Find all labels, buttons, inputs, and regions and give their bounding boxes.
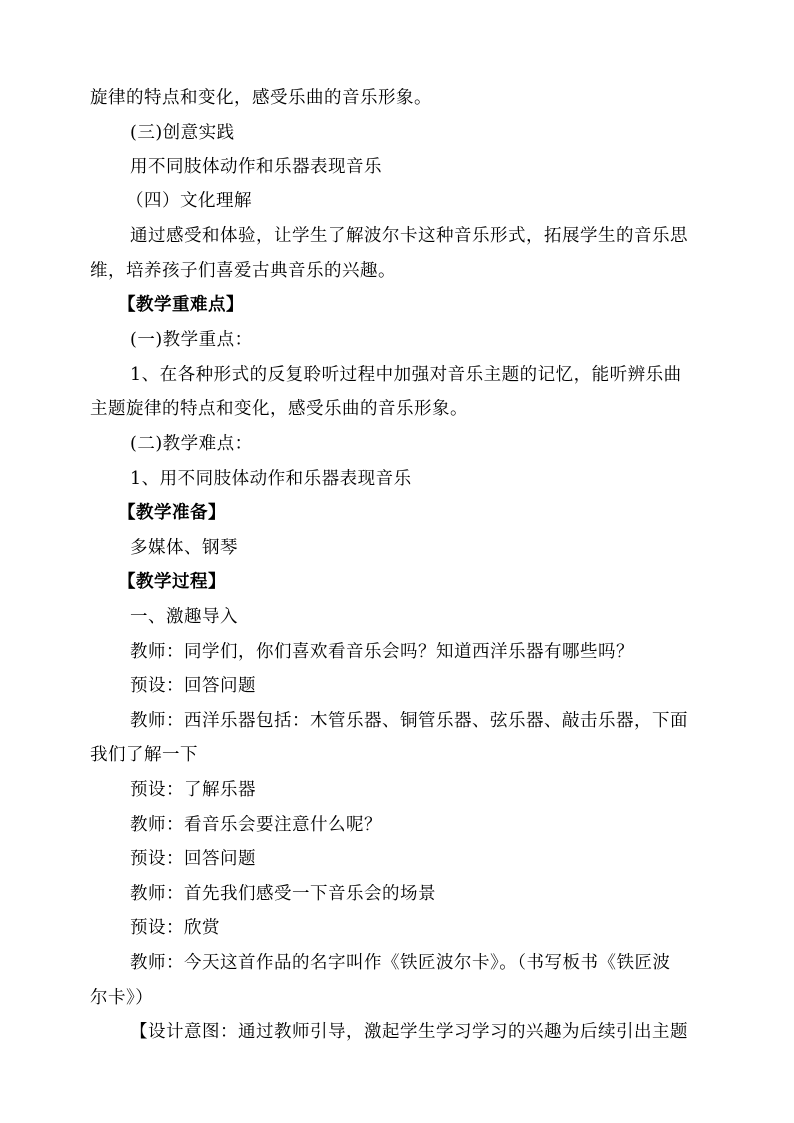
text-line: 教师：看音乐会要注意什么呢？ [130, 815, 382, 835]
text-line: 尔卡》） [90, 988, 154, 1008]
section-heading: (三)创意实践 [130, 123, 235, 143]
text-line: 用不同肢体动作和乐器表现音乐 [130, 157, 382, 177]
text-line: 1、在各种形式的反复聆听过程中加强对音乐主题的记忆，能听辨乐曲 [130, 365, 682, 385]
bold-heading: 【教学过程】 [118, 572, 226, 592]
text-line: 维，培养孩子们喜爱古典音乐的兴趣。 [90, 261, 396, 281]
design-intent-line: 【设计意图：通过教师引导，激起学生学习学习的兴趣为后续引出主题 [130, 1022, 688, 1042]
text-line: 预设：了解乐器 [130, 780, 256, 800]
text-line: 旋律的特点和变化，感受乐曲的音乐形象。 [90, 88, 432, 108]
bold-heading: 【教学准备】 [118, 503, 226, 523]
text-line: 教师：同学们，你们喜欢看音乐会吗？知道西洋乐器有哪些吗？ [130, 642, 634, 662]
text-line: 教师：今天这首作品的名字叫作《铁匠波尔卡》。（书写板书《铁匠波 [130, 953, 671, 973]
text-line: 1、用不同肢体动作和乐器表现音乐 [130, 469, 412, 489]
section-heading: （四）文化理解 [126, 191, 252, 211]
text-line: 我们了解一下 [90, 745, 198, 765]
text-line: 教师：西洋乐器包括：木管乐器、铜管乐器、弦乐器、敲击乐器，下面 [130, 711, 688, 731]
text-line: 预设：回答问题 [130, 849, 256, 869]
text-line: 预设：欣赏 [130, 918, 220, 938]
bold-heading: 【教学重难点】 [118, 295, 244, 315]
text-line: 预设：回答问题 [130, 676, 256, 696]
text-line: 多媒体、钢琴 [130, 538, 238, 558]
text-line: 主题旋律的特点和变化，感受乐曲的音乐形象。 [90, 399, 468, 419]
section-heading: (一)教学重点： [130, 330, 253, 350]
section-heading: 一、激趣导入 [130, 607, 238, 627]
section-heading: (二)教学难点： [130, 434, 253, 454]
text-line: 通过感受和体验，让学生了解波尔卡这种音乐形式，拓展学生的音乐思 [130, 226, 688, 246]
text-line: 教师：首先我们感受一下音乐会的场景 [130, 884, 436, 904]
